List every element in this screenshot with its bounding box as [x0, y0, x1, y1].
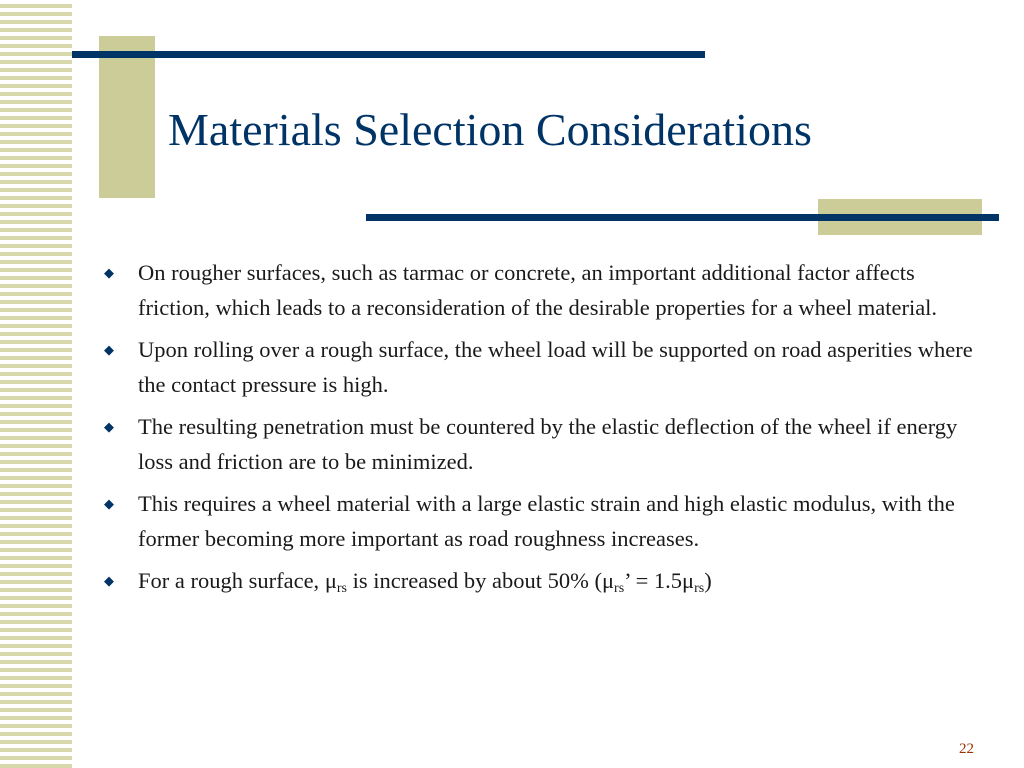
decorative-top-block	[99, 36, 155, 198]
bullet-text	[138, 568, 712, 596]
bullet-list	[104, 255, 984, 605]
mu-symbol: μ	[682, 568, 695, 593]
slide-title: Materials Selection Considerations	[168, 104, 812, 155]
bullet-item	[104, 409, 984, 479]
prime-equation: ’ = 1.5	[624, 568, 683, 593]
bullet-item	[104, 332, 984, 402]
bullet-text-middle: is increased by about 50% (	[347, 568, 602, 593]
bullet-item	[104, 486, 984, 556]
mu-symbol: μ	[324, 568, 337, 593]
decorative-top-rule	[72, 51, 705, 58]
bullet-text: On rougher surfaces, such as tarmac or concrete, an important additional factor affects friction, which leads to a reconsideration of the desirable properties for a wheel material.	[138, 260, 938, 320]
bullet-text: The resulting penetration must be countered by the elastic deflection of the wheel if energy loss and friction are to be minimized.	[138, 414, 958, 474]
subscript-rs: rs	[694, 581, 705, 596]
page-number: 22	[959, 741, 974, 757]
bullet-item	[104, 255, 984, 325]
mu-symbol: μ	[601, 568, 615, 593]
decorative-bottom-rule	[366, 214, 999, 221]
bullet-text: This requires a wheel material with a large elastic strain and high elastic modulus, with the former becoming more important as road roughness increases.	[138, 491, 955, 551]
diamond-bullet-icon: ◆	[104, 496, 114, 511]
bullet-text: Upon rolling over a rough surface, the wheel load will be supported on road asperities where the contact pressure is high.	[138, 337, 973, 397]
closing-paren: )	[704, 568, 712, 593]
diamond-bullet-icon: ◆	[104, 265, 114, 280]
subscript-rs: rs	[336, 581, 348, 596]
decorative-stripe-band	[0, 0, 72, 768]
bullet-text-lead: For a rough surface,	[138, 568, 325, 593]
diamond-bullet-icon: ◆	[104, 419, 114, 434]
subscript-rs: rs	[614, 581, 625, 596]
diamond-bullet-icon: ◆	[104, 573, 114, 588]
diamond-bullet-icon: ◆	[104, 342, 114, 357]
bullet-item	[104, 563, 984, 598]
